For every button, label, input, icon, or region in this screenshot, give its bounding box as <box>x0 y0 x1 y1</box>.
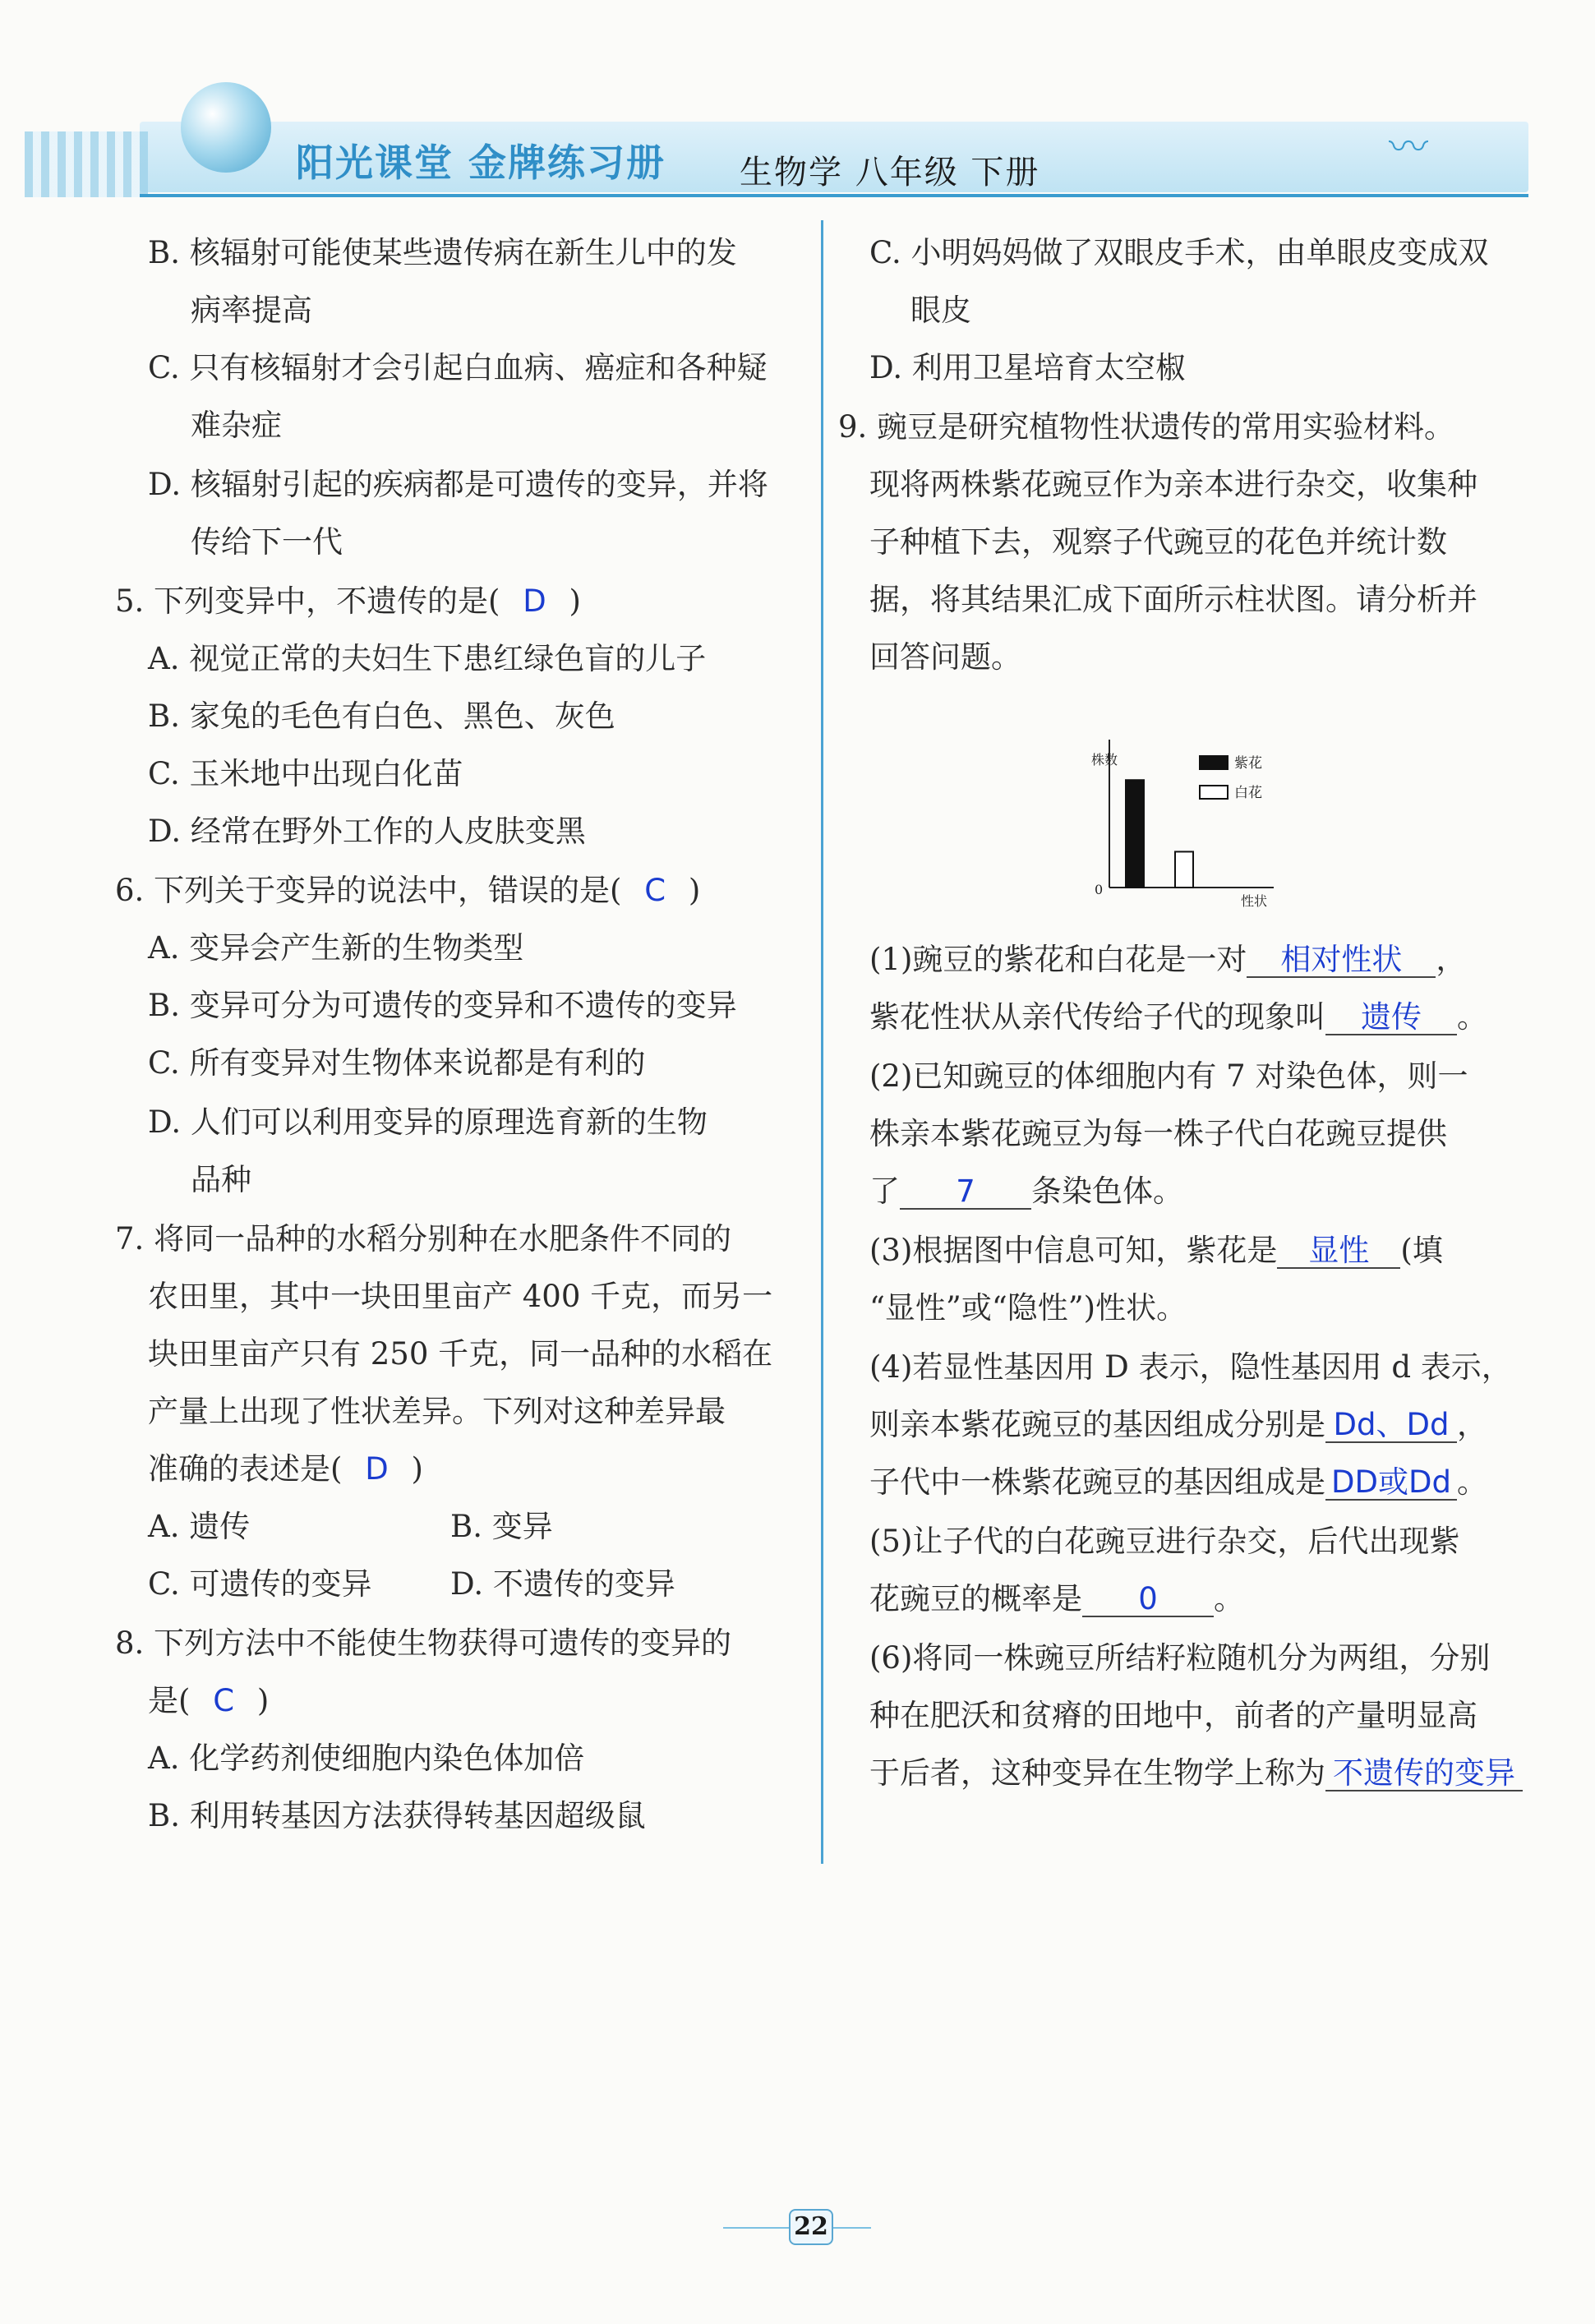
book-brand: 阳光课堂 金牌练习册 <box>296 141 666 185</box>
bar-chart <box>1085 731 1315 920</box>
bar-0 <box>1126 780 1144 888</box>
q7-line4: 产量上出现了性状差异。下列对这种差异最 <box>148 1394 726 1429</box>
q9-part4-line2 <box>869 1409 1487 1443</box>
q5-option-d: D. 经常在野外工作的人皮肤变黑 <box>148 814 586 849</box>
q9-part3-line2: “显性”或“隐性”)性状。 <box>869 1290 1187 1326</box>
p5-text: 花豌豆的概率是 <box>869 1581 1082 1616</box>
q7-answer: D <box>365 1451 389 1487</box>
q9-part2-line1: (2)已知豌豆的体细胞内有 7 对染色体，则一 <box>869 1058 1468 1094</box>
q8-option-c: C. 小明妈妈做了双眼皮手术，由单眼皮变成双 <box>869 235 1489 270</box>
p3-text: (3)根据图中信息可知，紫花是 <box>869 1233 1278 1268</box>
p1-punct: ， <box>1436 942 1467 977</box>
q7-close: ) <box>411 1451 423 1487</box>
page-number: 22 <box>789 2209 833 2245</box>
p1-text: (1)豌豆的紫花和白花是一对 <box>869 942 1247 977</box>
q6-option-d: D. 人们可以利用变异的原理选育新的生物 <box>148 1104 708 1140</box>
q8-option-c-cont: 眼皮 <box>910 293 971 328</box>
q9-part5-line1: (5)让子代的白花豌豆进行杂交，后代出现紫 <box>869 1524 1460 1559</box>
q7-option-d: D. 不遗传的变异 <box>450 1566 675 1602</box>
q7-option-b: B. 变异 <box>450 1509 553 1544</box>
q9-part3-line1 <box>869 1234 1443 1269</box>
p2-text: 了 <box>869 1174 900 1209</box>
q5-option-c: C. 玉米地中出现白化苗 <box>148 756 463 791</box>
q9-part2-line3 <box>869 1175 1183 1210</box>
globe-icon <box>181 82 271 173</box>
q9-line5: 回答问题。 <box>869 639 1021 675</box>
q9-part1-line2 <box>869 1001 1487 1035</box>
p1-punct2: 。 <box>1457 999 1487 1035</box>
p4-punct: ， <box>1457 1407 1487 1442</box>
p1-text2: 紫花性状从亲代传给子代的现象叫 <box>869 999 1325 1035</box>
legend-swatch-1 <box>1200 786 1228 799</box>
q8-option-b: B. 利用转基因方法获得转基因超级鼠 <box>148 1798 646 1833</box>
q5-stem <box>115 585 581 618</box>
q6-answer: C <box>644 873 666 908</box>
q8-close: ) <box>256 1683 270 1718</box>
p4-punct2: 。 <box>1457 1464 1487 1500</box>
q9-part2-line2: 株亲本紫花豌豆为每一株子代白花豌豆提供 <box>869 1116 1447 1151</box>
book-subject: 生物学 八年级 下册 <box>740 154 1040 191</box>
q9-part6-line3 <box>869 1757 1523 1791</box>
header-decoration <box>25 131 148 197</box>
legend-swatch-0 <box>1200 756 1228 769</box>
q9-line2: 现将两株紫花豌豆作为亲本进行杂交，收集种 <box>869 467 1477 502</box>
q9-part6-line1: (6)将同一株豌豆所结籽粒随机分为两组，分别 <box>869 1640 1491 1676</box>
p5-punct: 。 <box>1214 1581 1244 1616</box>
q4-option-c-cont: 难杂症 <box>191 408 282 443</box>
x-axis-label: 性状 <box>1241 893 1268 909</box>
q5-option-a: A. 视觉正常的夫妇生下患红绿色盲的儿子 <box>148 641 707 676</box>
q5-option-b: B. 家兔的毛色有白色、黑色、灰色 <box>148 699 615 734</box>
q9-line4: 据，将其结果汇成下面所示柱状图。请分析并 <box>869 582 1477 617</box>
q9-part4-line3 <box>869 1466 1487 1501</box>
q8-answer: C <box>213 1683 235 1718</box>
p2-answer: 7 <box>900 1175 1031 1210</box>
q9-part6-line2: 种在肥沃和贫瘠的田地中，前者的产量明显高 <box>869 1698 1477 1733</box>
q6-close: ) <box>688 873 701 908</box>
q7-line3: 块田里亩产只有 250 千克，同一品种的水稻在 <box>148 1336 773 1372</box>
p5-answer: 0 <box>1082 1583 1214 1617</box>
q9-part5-line2 <box>869 1583 1244 1617</box>
q5-text: 5. 下列变异中，不遗传的是( <box>115 583 500 619</box>
p2-text2: 条染色体。 <box>1031 1174 1183 1209</box>
chart-legend <box>1200 755 1262 801</box>
page-header <box>0 0 1595 214</box>
p4-text2: 子代中一株紫花豌豆的基因组成是 <box>869 1464 1325 1500</box>
q7-line1: 7. 将同一品种的水稻分别种在水肥条件不同的 <box>115 1221 732 1257</box>
q9-line3: 子种植下去，观察子代豌豆的花色并统计数 <box>869 524 1447 560</box>
q8-option-a: A. 化学药剂使细胞内染色体加倍 <box>148 1741 585 1776</box>
q7-line5 <box>148 1453 423 1486</box>
p4-answer2: DD或Dd <box>1325 1466 1457 1501</box>
q6-text: 6. 下列关于变异的说法中，错误的是( <box>115 873 622 908</box>
chart-bars <box>1126 780 1193 888</box>
p1-answer: 相对性状 <box>1247 943 1436 978</box>
p6-answer: 不遗传的变异 <box>1325 1757 1523 1791</box>
p4-answer: Dd、Dd <box>1325 1409 1457 1443</box>
q7-text: 准确的表述是( <box>148 1451 343 1487</box>
p4-text: 则亲本紫花豌豆的基因组成分别是 <box>869 1407 1325 1442</box>
q4-option-d: D. 核辐射引起的疾病都是可遗传的变异，并将 <box>148 467 768 502</box>
origin-label: 0 <box>1095 882 1104 897</box>
q5-answer: D <box>523 583 546 619</box>
q4-option-b-cont: 病率提高 <box>191 293 312 328</box>
p6-text: 于后者，这种变异在生物学上称为 <box>869 1755 1325 1791</box>
q6-option-a: A. 变异会产生新的生物类型 <box>148 930 524 966</box>
q8-line1: 8. 下列方法中不能使生物获得可遗传的变异的 <box>115 1625 732 1661</box>
q8-line2 <box>148 1685 269 1718</box>
q5-close: ) <box>569 583 581 619</box>
legend-label-0: 紫花 <box>1234 755 1262 772</box>
q4-option-d-cont: 传给下一代 <box>191 524 343 560</box>
q6-stem <box>115 874 700 907</box>
q7-option-c: C. 可遗传的变异 <box>148 1566 372 1602</box>
q9-line1: 9. 豌豆是研究植物性状遗传的常用实验材料。 <box>838 409 1455 445</box>
q6-option-c: C. 所有变异对生物体来说都是有利的 <box>148 1045 646 1081</box>
q7-option-a: A. 遗传 <box>148 1509 251 1544</box>
birds-icon: 〰︎ <box>1389 124 1429 170</box>
q7-line2: 农田里，其中一块田里亩产 400 千克，而另一 <box>148 1279 773 1314</box>
header-rule <box>140 194 1528 197</box>
q9-part4-line1: (4)若显性基因用 D 表示，隐性基因用 d 表示， <box>869 1349 1512 1385</box>
y-axis-label: 株数 <box>1091 752 1118 768</box>
q4-option-c: C. 只有核辐射才会引起白血病、癌症和各种疑 <box>148 350 768 385</box>
q8-text: 是( <box>148 1683 191 1718</box>
q9-part1-line1 <box>869 943 1466 978</box>
p1-answer2: 遗传 <box>1325 1001 1457 1035</box>
q4-option-b: B. 核辐射可能使某些遗传病在新生儿中的发 <box>148 235 737 270</box>
bar-1 <box>1175 851 1193 888</box>
column-divider <box>821 220 823 1864</box>
legend-label-1: 白花 <box>1234 785 1262 801</box>
q6-option-d-cont: 品种 <box>191 1162 251 1197</box>
p3-text2: (填 <box>1400 1233 1443 1268</box>
p3-answer: 显性 <box>1277 1234 1400 1269</box>
q8-option-d: D. 利用卫星培育太空椒 <box>869 350 1186 385</box>
q6-option-b: B. 变异可分为可遗传的变异和不遗传的变异 <box>148 988 737 1023</box>
